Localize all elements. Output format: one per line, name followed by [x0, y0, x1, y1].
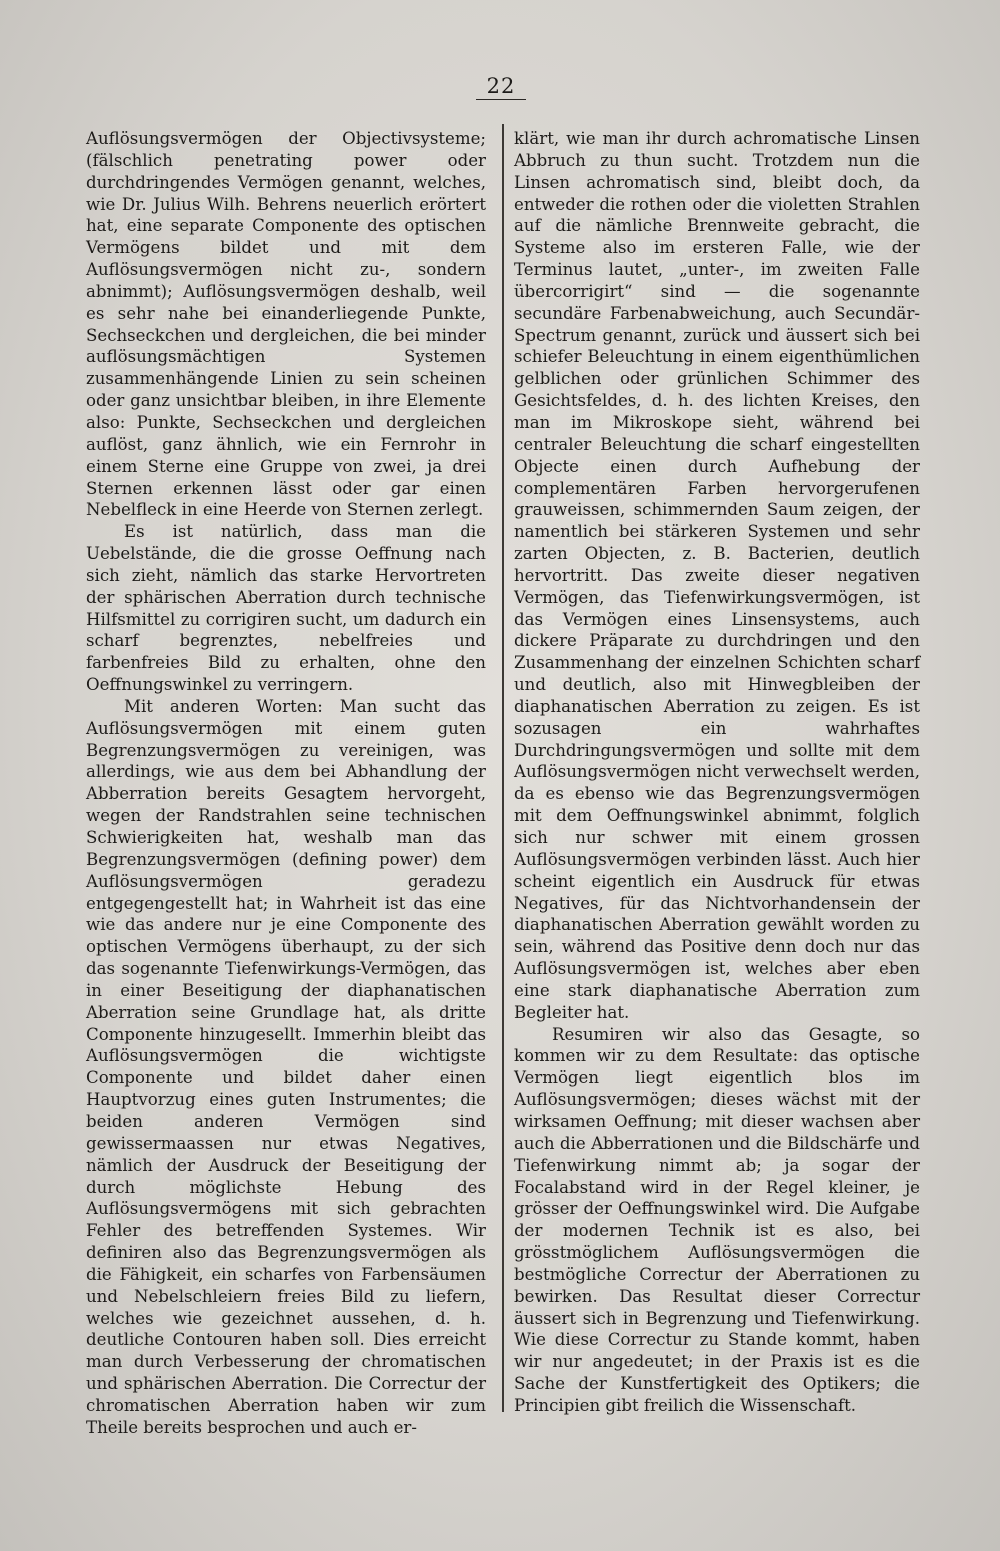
paragraph: Auflösungsvermögen der Objectivsysteme; (fälschlich penetrating power oder durchdringendes Vermögen genannt, welches, wie Dr. Julius Wilh. Behrens neuerlich erörtert hat, eine separate Componente des optischen Vermögens bildet und mit dem Auflösungsvermögen nicht zu-, sondern abnimmt); Auflösungsvermögen deshalb, weil es sehr nahe bei einanderliegende Punkte, Sechseckchen und dergleichen, die bei minder auflösungsmächtigen Systemen zusammenhängende Linien zu sein scheinen oder ganz unsichtbar bleiben, in ihre Elemente also: Punkte, Sechseckchen und dergleichen auflöst, ganz ähnlich, wie ein Fernrohr in einem Sterne eine Gruppe von zwei, ja drei Sternen erkennen lässt oder gar einen Nebelfleck in eine Heerde von Sternen zerlegt. [86, 129, 486, 520]
paragraph: Mit anderen Worten: Man sucht das Auflösungsvermögen mit einem guten Begrenzungsvermögen zu vereinigen, was allerdings, wie aus dem bei Abhandlung der Abberration bereits Gesagtem hervorgeht, wegen der Randstrahlen seine technischen Schwierigkeiten hat, weshalb man das Begrenzungsvermögen (defining power) dem Auflösungsvermögen geradezu entgegengestellt hat; in Wahrheit ist das eine wie das andere nur je eine Componente des optischen Vermögens überhaupt, zu der sich das sogenannte Tiefenwirkungs-Vermögen, das in einer Beseitigung der diaphanatischen Aberration seine Grundlage hat, als dritte Componente hinzugesellt. Immerhin bleibt das Auflösungsvermögen die wichtigste Componente und bildet daher einen Hauptvorzug eines guten Instrumentes; die beiden anderen Vermögen sind gewissermaassen nur etwas Negatives, nämlich der Ausdruck der Beseitigung der durch möglichste Hebung des Auflösungsvermögens mit sich gebrachten Fehler des betreffenden Systemes. Wir definiren also das Begrenzungsvermögen als die Fähigkeit, ein scharfes von Farbensäumen und Nebelschleiern freies Bild zu liefern, welches wie gezeichnet aussehen, d. h. deutliche Contouren haben soll. Dies erreicht man durch Verbesserung der chromatischen und sphärischen Aberration. Die Correctur der chromatischen Aberration haben wir zum Theile bereits besprochen und auch er- [86, 696, 486, 1437]
paragraph: Resumiren wir also das Gesagte, so kommen wir zu dem Resultate: das optische Vermögen liegt eigentlich blos im Auflösungsvermögen; dieses wächst mit der wirksamen Oeffnung; mit dieser wachsen aber auch die Abberrationen und die Bildschärfe und Tiefenwirkung nimmt ab; ja sogar der Focalabstand wird in der Regel kleiner, je grösser der Oeffnungswinkel wird. Die Aufgabe der modernen Technik ist es also, bei grösstmöglichem Auflösungsvermögen die bestmögliche Correctur der Aberrationen zu bewirken. Das Resultat dieser Correctur äussert sich in Begrenzung und Tiefenwirkung. Wie diese Correctur zu Stande kommt, haben wir nur angedeutet; in der Praxis ist es die Sache der Kunstfertigkeit des Optikers; die Principien gibt freilich die Wissenschaft. [514, 1024, 920, 1415]
page-number: 22 [476, 74, 526, 100]
column-divider [502, 124, 504, 1412]
left-column [86, 128, 486, 1439]
right-column [514, 128, 920, 1417]
paragraph: Es ist natürlich, dass man die Uebelstände, die die grosse Oeffnung nach sich zieht, nämlich das starke Hervortreten der sphärischen Aberration durch technische Hilfsmittel zu corrigiren sucht, um dadurch ein scharf begrenztes, nebelfreies und farbenfreies Bild zu erhalten, ohne den Oeffnungswinkel zu verringern. [86, 522, 486, 695]
paragraph: klärt, wie man ihr durch achromatische Linsen Abbruch zu thun sucht. Trotzdem nun die Linsen achromatisch sind, bleibt doch, da entweder die rothen oder die violetten Strahlen auf die nämliche Brennweite gebracht, die Systeme also im ersteren Falle, wie der Terminus lautet, „unter-, im zweiten Falle übercorrigirt“ sind — die sogenannte secundäre Farbenabweichung, auch Secundär-Spectrum genannt, zurück und äussert sich bei schiefer Beleuchtung in einem eigenthümlichen gelblichen oder grünlichen Schimmer des Gesichtsfeldes, d. h. des lichten Kreises, den man im Mikroskope sieht, während bei centraler Beleuchtung die scharf eingestellten Objecte einen durch Aufhebung der complementären Farben hervorgerufenen grauweissen, schimmernden Saum zeigen, der namentlich bei stärkeren Systemen und sehr zarten Objecten, z. B. Bacterien, deutlich hervortritt. Das zweite dieser negativen Vermögen, das Tiefenwirkungsvermögen, ist das Vermögen eines Linsensystems, auch dickere Präparate zu durchdringen und den Zusammenhang der einzelnen Schichten scharf und deutlich, also mit Hinwegbleiben der diaphanatischen Aberration zu zeigen. Es ist sozusagen ein wahrhaftes Durchdringungsvermögen und sollte mit dem Auflösungsvermögen nicht verwechselt werden, da es ebenso wie das Begrenzungsvermögen mit dem Oeffnungswinkel abnimmt, folglich sich nur schwer mit einem grossen Auflösungsvermögen verbinden lässt. Auch hier scheint eigentlich ein Ausdruck für etwas Negatives, für das Nichtvorhandensein der diaphanatischen Aberration gewählt worden zu sein, während das Positive denn doch nur das Auflösungsvermögen ist, welches aber eben eine stark diaphanatische Aberration zum Begleiter hat. [514, 129, 920, 1022]
